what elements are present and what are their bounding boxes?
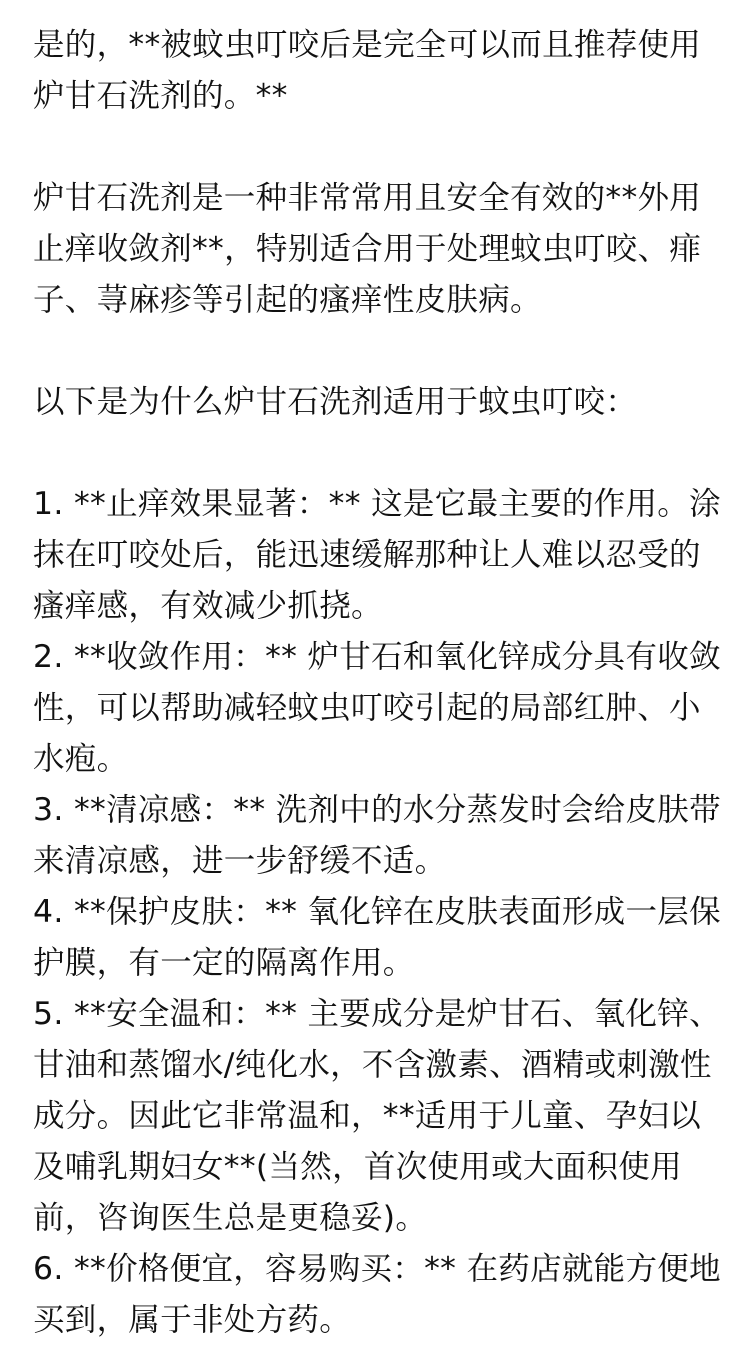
list-item: 2. **收敛作用：** 炉甘石和氧化锌成分具有收敛性，可以帮助减轻蚊虫叮咬引起的局部红肿、小水疱。 (33, 639, 721, 777)
intro-paragraph: 是的，**被蚊虫叮咬后是完全可以而且推荐使用炉甘石洗剂的。** (33, 27, 702, 114)
paragraph-spacer (33, 428, 723, 479)
list-item: 3. **清凉感：** 洗剂中的水分蒸发时会给皮肤带来清凉感，进一步舒缓不适。 (33, 792, 721, 879)
paragraph-spacer (33, 122, 723, 173)
description-paragraph: 炉甘石洗剂是一种非常常用且安全有效的**外用止痒收敛剂**，特别适合用于处理蚊虫叮咬、痱子、荨麻疹等引起的瘙痒性皮肤病。 (33, 180, 702, 318)
list-intro-paragraph: 以下是为什么炉甘石洗剂适用于蚊虫叮咬： (33, 384, 638, 420)
list-item: 4. **保护皮肤：** 氧化锌在皮肤表面形成一层保护膜，有一定的隔离作用。 (33, 894, 721, 981)
message-content (33, 20, 723, 1346)
list-item: 1. **止痒效果显著：** 这是它最主要的作用。涂抹在叮咬处后，能迅速缓解那种让人难以忍受的瘙痒感，有效减少抓挠。 (33, 486, 721, 624)
list-item: 5. **安全温和：** 主要成分是炉甘石、氧化锌、甘油和蒸馏水/纯化水，不含激素、酒精或刺激性成分。因此它非常温和，**适用于儿童、孕妇以及哺乳期妇女**(当然，首次使用或大面积使用前，咨询医生总是更稳妥)。 (33, 996, 721, 1236)
list-item: 6. **价格便宜，容易购买：** 在药店就能方便地买到，属于非处方药。 (33, 1251, 721, 1338)
reasons-list (33, 479, 723, 1346)
paragraph-spacer (33, 326, 723, 377)
